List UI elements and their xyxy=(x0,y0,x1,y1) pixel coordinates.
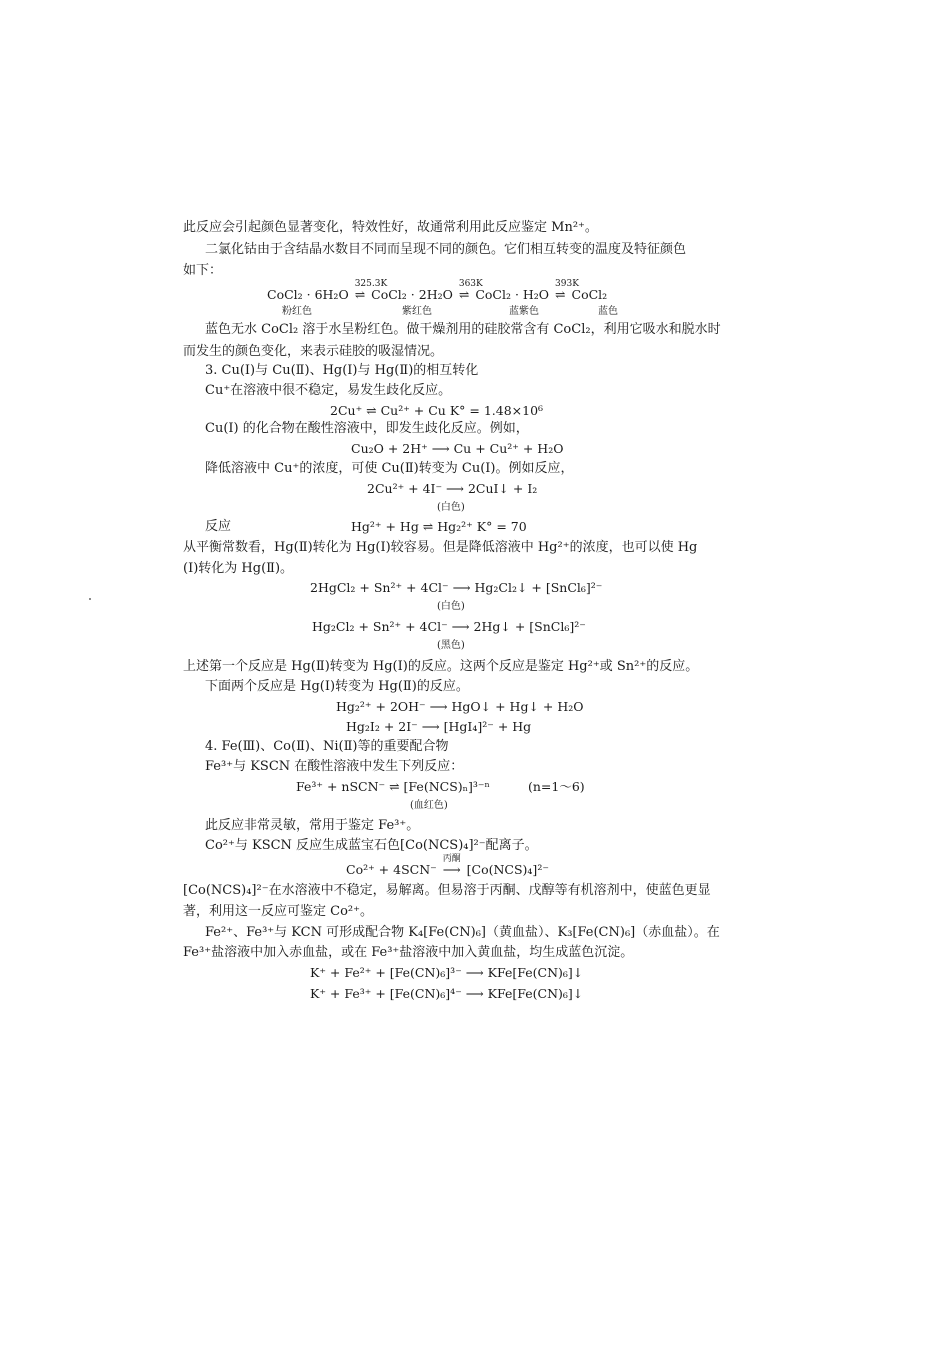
color-note: (黑色) xyxy=(437,640,465,651)
equation-cocl2-hydrates: CoCl₂ · 6H₂O 325.3K ⇌ CoCl₂ · 2H₂O 363K ⇌ CoCl₂ · H₂O 393K ⇌ CoCl₂ xyxy=(267,287,607,303)
paragraph-line: 下面两个反应是 Hg(Ⅰ)转变为 Hg(Ⅱ)的反应。 xyxy=(205,679,469,694)
equation-range: (n=1～6) xyxy=(528,779,585,794)
equation: Hg₂²⁺ + 2OH⁻ ⟶ HgO↓ + Hg↓ + H₂O xyxy=(336,699,584,714)
paragraph-line: 上述第一个反应是 Hg(Ⅱ)转变为 Hg(Ⅰ)的反应。这两个反应是鉴定 Hg²⁺或 Sn²⁺的反应。 xyxy=(183,659,699,674)
paragraph-line: 从平衡常数看，Hg(Ⅱ)转化为 Hg(Ⅰ)较容易。但是降低溶液中 Hg²⁺的浓度，也可以使 Hg xyxy=(183,540,698,555)
paragraph-line: 蓝色无水 CoCl₂ 溶于水呈粉红色。做干燥剂用的硅胶常含有 CoCl₂，利用它吸水和脱水时 xyxy=(205,322,721,337)
equation-co-ncs: Co²⁺ + 4SCN⁻ 丙酮 ⟶ [Co(NCS)₄]²⁻ xyxy=(346,862,549,878)
paragraph-line: Cu⁺在溶液中很不稳定，易发生歧化反应。 xyxy=(205,383,452,398)
color-note: (血红色) xyxy=(410,800,448,811)
color-note: 蓝紫色 xyxy=(509,306,539,317)
equation: 2HgCl₂ + Sn²⁺ + 4Cl⁻ ⟶ Hg₂Cl₂↓ + [SnCl₆]²⁻ xyxy=(310,580,603,595)
paragraph-line: 反应 xyxy=(205,519,232,534)
color-note: (白色) xyxy=(437,502,465,513)
equation: Hg₂I₂ + 2I⁻ ⟶ [HgI₄]²⁻ + Hg xyxy=(346,719,532,734)
paragraph-line: Co²⁺与 KSCN 反应生成蓝宝石色[Co(NCS)₄]²⁻配离子。 xyxy=(205,838,538,853)
section-heading: 3. Cu(Ⅰ)与 Cu(Ⅱ)、Hg(Ⅰ)与 Hg(Ⅱ)的相互转化 xyxy=(205,363,479,378)
color-note: 紫红色 xyxy=(402,306,432,317)
paragraph-line: Fe²⁺、Fe³⁺与 KCN 可形成配合物 K₄[Fe(CN)₆]（黄血盐）、K₃[Fe(CN)₆]（赤血盐）。在 xyxy=(205,925,720,940)
condition-label: 393K xyxy=(555,279,579,289)
equation: Hg₂Cl₂ + Sn²⁺ + 4Cl⁻ ⟶ 2Hg↓ + [SnCl₆]²⁻ xyxy=(312,619,586,634)
equation: Fe³⁺ + nSCN⁻ ⇌ [Fe(NCS)ₙ]³⁻ⁿ xyxy=(296,779,490,794)
equation: Hg²⁺ + Hg ⇌ Hg₂²⁺ K° = 70 xyxy=(351,519,527,534)
condition-label: 363K xyxy=(458,279,483,289)
paragraph-line: 二氯化钴由于含结晶水数目不同而呈现不同的颜色。它们相互转变的温度及特征颜色 xyxy=(205,242,687,257)
paragraph-line: 著，利用这一反应可鉴定 Co²⁺。 xyxy=(183,904,373,919)
condition-label: 丙酮 xyxy=(442,854,461,864)
color-note: (白色) xyxy=(437,601,465,612)
equation-left: Co²⁺ + 4SCN⁻ xyxy=(346,862,437,877)
paragraph-line: 降低溶液中 Cu⁺的浓度，可使 Cu(Ⅱ)转变为 Cu(Ⅰ)。例如反应， xyxy=(205,461,574,476)
paragraph-line: 此反应非常灵敏，常用于鉴定 Fe³⁺。 xyxy=(205,818,420,833)
paragraph-line: Fe³⁺盐溶液中加入赤血盐，或在 Fe³⁺盐溶液中加入黄血盐，均生成蓝色沉淀。 xyxy=(183,945,634,960)
paragraph-line: 而发生的颜色变化，来表示硅胶的吸湿情况。 xyxy=(183,344,444,359)
equation: 2Cu⁺ ⇌ Cu²⁺ + Cu K° = 1.48×10⁶ xyxy=(330,403,544,418)
paragraph-line: Cu(Ⅰ) 的化合物在酸性溶液中，即发生歧化反应。例如， xyxy=(205,421,529,436)
equation: Cu₂O + 2H⁺ ⟶ Cu + Cu²⁺ + H₂O xyxy=(351,441,564,456)
equation-right: [Co(NCS)₄]²⁻ xyxy=(466,862,549,877)
paragraph-line: (Ⅰ)转化为 Hg(Ⅱ)。 xyxy=(183,561,294,576)
section-heading: 4. Fe(Ⅲ)、Co(Ⅱ)、Ni(Ⅱ)等的重要配合物 xyxy=(205,739,449,754)
paragraph-line: Fe³⁺与 KSCN 在酸性溶液中发生下列反应： xyxy=(205,759,464,774)
scan-speck xyxy=(89,598,91,600)
color-note: 粉红色 xyxy=(282,306,312,317)
color-note: 蓝色 xyxy=(598,306,618,317)
paragraph-line: 如下： xyxy=(183,263,223,278)
paragraph-line: [Co(NCS)₄]²⁻在水溶液中不稳定，易解离。但易溶于丙酮、戊醇等有机溶剂中，使蓝色更显 xyxy=(183,883,711,898)
equation: K⁺ + Fe³⁺ + [Fe(CN)₆]⁴⁻ ⟶ KFe[Fe(CN)₆]↓ xyxy=(310,986,584,1001)
equation: K⁺ + Fe²⁺ + [Fe(CN)₆]³⁻ ⟶ KFe[Fe(CN)₆]↓ xyxy=(310,965,584,980)
equation: 2Cu²⁺ + 4I⁻ ⟶ 2CuI↓ + I₂ xyxy=(367,481,538,496)
condition-label: 325.3K xyxy=(354,279,388,289)
paragraph-line: 此反应会引起颜色显著变化，特效性好，故通常利用此反应鉴定 Mn²⁺。 xyxy=(183,220,598,235)
